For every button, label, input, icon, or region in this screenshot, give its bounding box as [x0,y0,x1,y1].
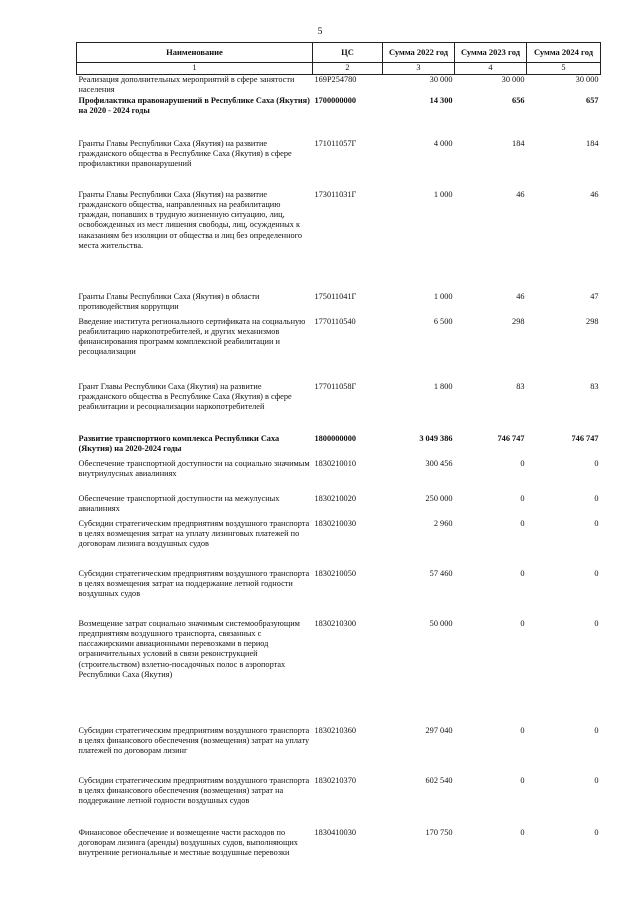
row-sum-2022: 170 750 [425,827,453,837]
row-code: 169P254780 [314,75,357,84]
row-sum-2023: 46 [516,189,525,199]
row-sum-2022: 4 000 [433,138,453,148]
row-name: Гранты Главы Республики Саха (Якутия) на развитие гражданского общества, направленных на реабилитацию граждан, попавших в трудную жизненную ситуацию, лиц, освобожденных из мест лишения свободы, лиц, осужденных к наказаниям без изоляции от общества и лиц без определенного места жительства. [78,189,303,251]
row-name: Гранты Главы Республики Саха (Якутия) на развитие гражданского общества в Республике Саха (Якутия) в сфере профилактики правонарушений [78,138,292,169]
row-sum-2023: 0 [520,618,525,628]
row-code: 173011031Г [314,189,357,199]
table-row [77,619,601,726]
row-name: Введение института регионального сертификата на социальную реабилитацию наркопотребителей, и других механизмов финансирования программ комплексной реабилитации и ресоциализации [78,316,306,357]
table-row [77,190,601,292]
row-code: 1830210020 [314,493,356,503]
row-sum-2023: 746 747 [497,433,525,443]
row-sum-2023: 0 [520,568,525,578]
column-number-4: 4 [455,63,527,75]
table-row [77,317,601,382]
table-body [77,63,601,884]
row-name: Субсидии стратегическим предприятиям воздушного транспорта в целях возмещения затрат на поддержание летной годности воздушных судов [78,568,310,599]
column-number-row [77,63,601,75]
table-row [77,519,601,569]
table-header [77,43,601,63]
header-sum-2024: Сумма 2024 год [527,43,601,63]
row-sum-2024: 0 [594,518,599,528]
row-name: Финансовое обеспечение и возмещение части расходов по договорам лизинга (аренды) воздушных судов, выполняющих внутренние региональные и местные воздушные перевозки [78,827,298,858]
row-sum-2024: 0 [594,725,599,735]
header-name: Наименование [77,43,313,63]
row-code: 1800000000 [314,433,356,443]
row-sum-2022: 6 500 [433,316,453,326]
row-sum-2023: 0 [520,775,525,785]
row-code: 1830410030 [314,827,356,837]
row-name: Субсидии стратегическим предприятиям воздушного транспорта в целях финансового обеспечения (возмещения) затрат на поддержание летной годности воздушных судов [78,775,310,806]
table-row [77,494,601,519]
row-sum-2024: 0 [594,458,599,468]
row-sum-2024: 746 747 [571,433,599,443]
row-name: Профилактика правонарушений в Республике Саха (Якутия) на 2020 - 2024 годы [78,95,310,115]
row-sum-2022: 602 540 [425,775,453,785]
table-row [77,292,601,317]
header-cs: ЦС [313,43,383,63]
table-row [77,726,601,776]
column-number-2: 2 [313,63,383,75]
row-sum-2022: 1 000 [433,291,453,301]
row-name: Гранты Главы Республики Саха (Якутия) в области противодействия коррупции [78,291,260,311]
row-name: Обеспечение транспортной доступности на межулусных авиалиниях [78,493,280,513]
row-sum-2023: 46 [516,291,525,301]
table-row [77,96,601,139]
row-sum-2022: 50 000 [429,618,453,628]
row-name: Возмещение затрат социально значимым системообразующим предприятиям воздушного транспорта, связанных с пассажирскими авиационными перевозками в период ограничительных условий в связи реконструкцией (строительством) взлетно-посадочных полос в аэропортах Республики Саха (Якутия) [78,618,300,680]
row-name: Развитие транспортного комплекса Республики Саха (Якутия) на 2020-2024 годы [78,433,280,453]
row-name: Обеспечение транспортной доступности на социально значимым внутриулусных авиалиниях [78,458,310,478]
row-sum-2023: 298 [512,316,525,326]
row-sum-2024: 0 [594,493,599,503]
column-number-1: 1 [77,63,313,75]
column-number-5: 5 [527,63,601,75]
row-code: 1700000000 [314,95,356,105]
row-code: 1830210370 [314,775,356,785]
row-sum-2024: 0 [594,827,599,837]
row-name: Грант Главы Республики Саха (Якутия) на развитие гражданского общества в Республике Саха (Якутия) в сфере реабилитации и ресоциализации наркопотребителей [78,381,292,412]
row-sum-2024: 657 [586,95,599,105]
budget-table [76,42,601,884]
row-sum-2023: 0 [520,518,525,528]
row-sum-2023: 184 [512,138,525,148]
table-row [77,75,601,96]
row-sum-2022: 57 460 [429,568,453,578]
table-row [77,434,601,459]
row-sum-2023: 0 [520,725,525,735]
row-sum-2023: 0 [520,827,525,837]
row-sum-2023: 0 [520,458,525,468]
row-code: 1830210030 [314,518,356,528]
column-number-3: 3 [383,63,455,75]
header-sum-2022: Сумма 2022 год [383,43,455,63]
row-sum-2022: 297 040 [425,725,453,735]
row-sum-2022: 1 800 [433,381,453,391]
table-row [77,459,601,494]
row-code: 1830210300 [314,618,356,628]
row-sum-2024: 184 [586,138,599,148]
row-sum-2022: 300 456 [425,458,453,468]
row-sum-2022: 14 300 [429,95,453,105]
row-code: 1830210010 [314,458,356,468]
row-sum-2023: 30 000 [501,75,525,84]
row-name: Реализация дополнительных мероприятий в сфере занятости населения [78,75,295,95]
row-code: 1830210050 [314,568,356,578]
row-sum-2023: 0 [520,493,525,503]
table-row [77,776,601,828]
row-sum-2024: 83 [590,381,599,391]
row-sum-2023: 83 [516,381,525,391]
row-sum-2024: 46 [590,189,599,199]
row-sum-2024: 30 000 [575,75,599,84]
row-sum-2024: 298 [586,316,599,326]
row-name: Субсидии стратегическим предприятиям воздушного транспорта в целях финансового обеспечения (возмещения) затрат на уплату платежей по договорам лизинг [78,725,310,756]
page-number: 5 [317,27,323,37]
row-sum-2022: 3 049 386 [419,433,453,443]
row-code: 175011041Г [314,291,357,301]
row-sum-2022: 2 960 [433,518,453,528]
row-code: 171011057Г [314,138,357,148]
row-code: 1770110540 [314,316,356,326]
table-row [77,382,601,434]
row-sum-2022: 250 000 [425,493,453,503]
row-code: 1830210360 [314,725,356,735]
row-name: Субсидии стратегическим предприятиям воздушного транспорта в целях возмещения затрат на уплату лизинговых платежей по договорам лизинга воздушных судов [78,518,310,549]
row-sum-2024: 0 [594,618,599,628]
row-sum-2022: 30 000 [429,75,453,84]
table-row [77,828,601,884]
row-sum-2024: 0 [594,775,599,785]
row-sum-2024: 0 [594,568,599,578]
row-sum-2024: 47 [590,291,599,301]
row-code: 177011058Г [314,381,357,391]
table-row [77,139,601,190]
row-sum-2023: 656 [512,95,525,105]
table-row [77,569,601,619]
row-sum-2022: 1 000 [433,189,453,199]
header-sum-2023: Сумма 2023 год [455,43,527,63]
